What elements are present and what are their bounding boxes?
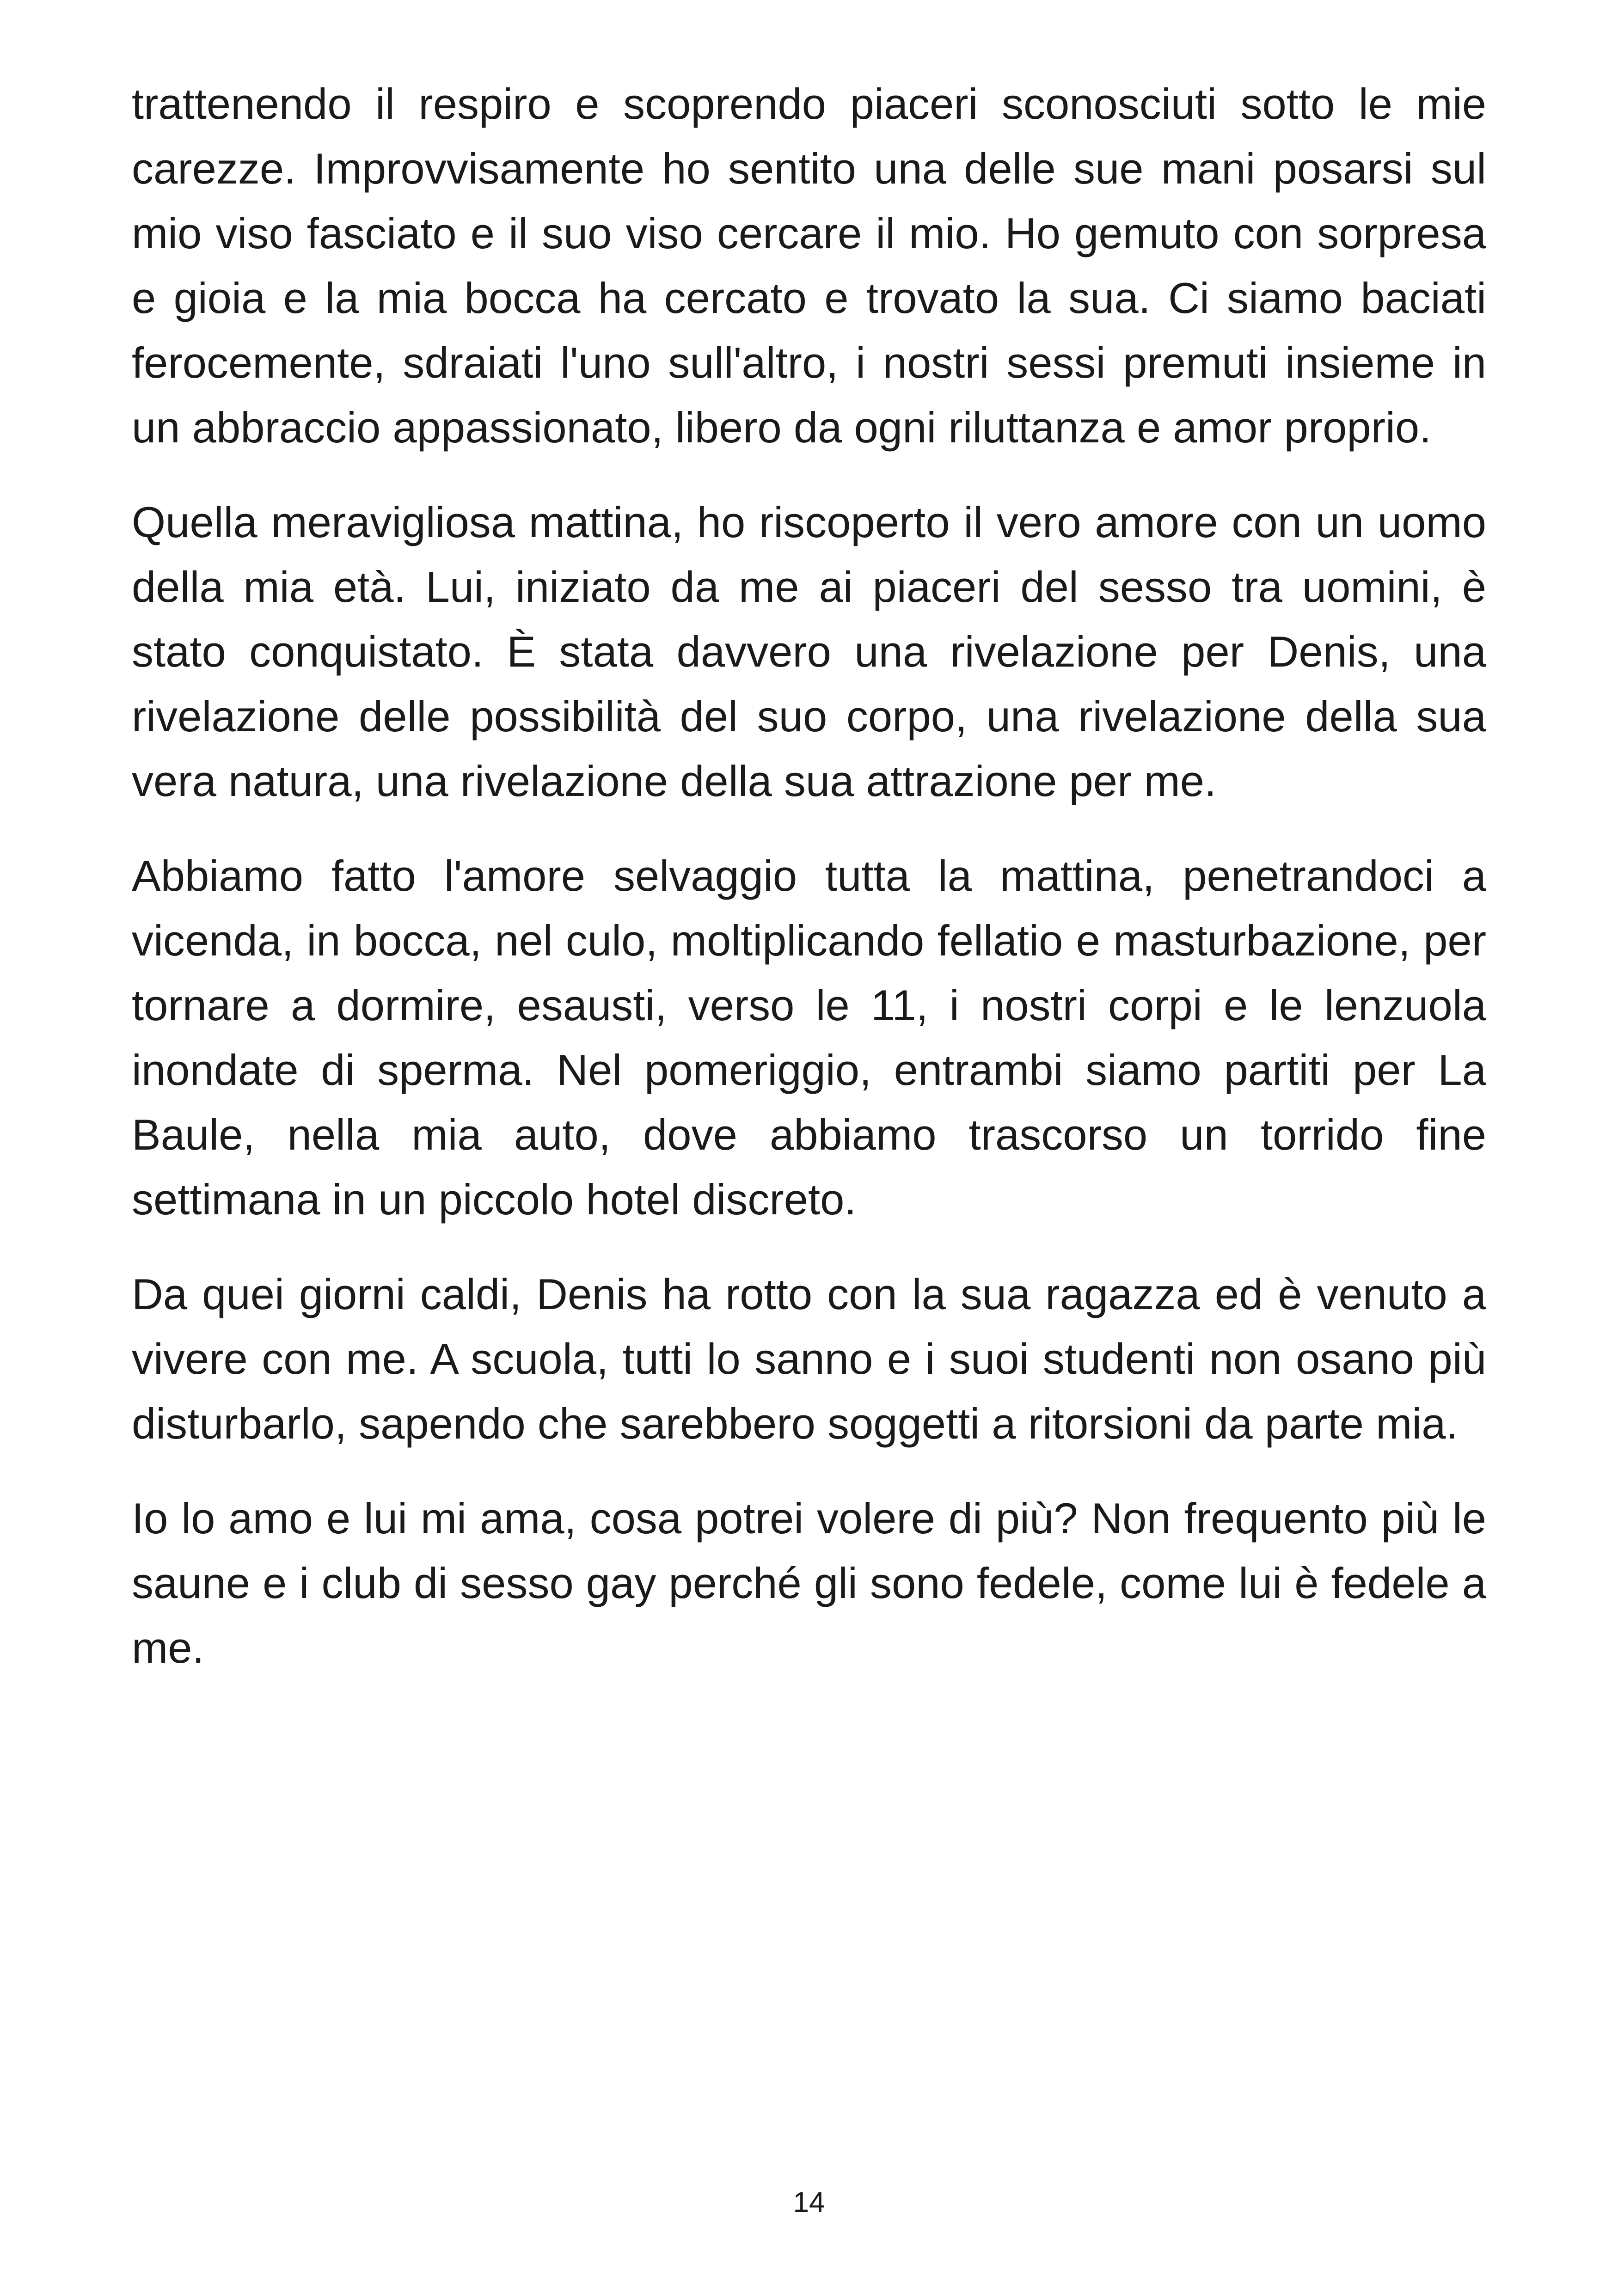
paragraph-1: trattenendo il respiro e scoprendo piaceri sconosciuti sotto le mie carezze. Improvvisamente ho sentito una delle sue mani posarsi sul mio viso fasciato e il suo viso cercare il mio. Ho gemuto con sorpresa e gioia e la mia bocca ha cercato e trovato la sua. Ci siamo baciati ferocemente, sdraiati l'uno sull'altro, i nostri sessi premuti insieme in un abbraccio appassionato, libero da ogni riluttanza e amor proprio. (132, 80, 1486, 452)
paragraph-3: Abbiamo fatto l'amore selvaggio tutta la mattina, penetrandoci a vicenda, in bocca, nel culo, moltiplicando fellatio e masturbazione, per tornare a dormire, esausti, verso le 11, i nostri corpi e le lenzuola inondate di sperma. Nel pomeriggio, entrambi siamo partiti per La Baule, nella mia auto, dove abbiamo trascorso un torrido fine settimana in un piccolo hotel discreto. (132, 851, 1486, 1224)
paragraph-5: Io lo amo e lui mi ama, cosa potrei volere di più? Non frequento più le saune e i club di sesso gay perché gli sono fedele, come lui è fedele a me. (132, 1494, 1486, 1672)
paragraph-4: Da quei giorni caldi, Denis ha rotto con la sua ragazza ed è venuto a vivere con me. A scuola, tutti lo sanno e i suoi studenti non osano più disturbarlo, sapendo che sarebbero soggetti a ritorsioni da parte mia. (132, 1270, 1486, 1448)
paragraph-2: Quella meravigliosa mattina, ho riscoperto il vero amore con un uomo della mia età. Lui, iniziato da me ai piaceri del sesso tra uomini, è stato conquistato. È stata davvero una rivelazione per Denis, una rivelazione delle possibilità del suo corpo, una rivelazione della sua vera natura, una rivelazione della sua attrazione per me. (132, 498, 1486, 805)
body-text (132, 72, 1486, 1710)
page-number: 14 (793, 2186, 825, 2218)
